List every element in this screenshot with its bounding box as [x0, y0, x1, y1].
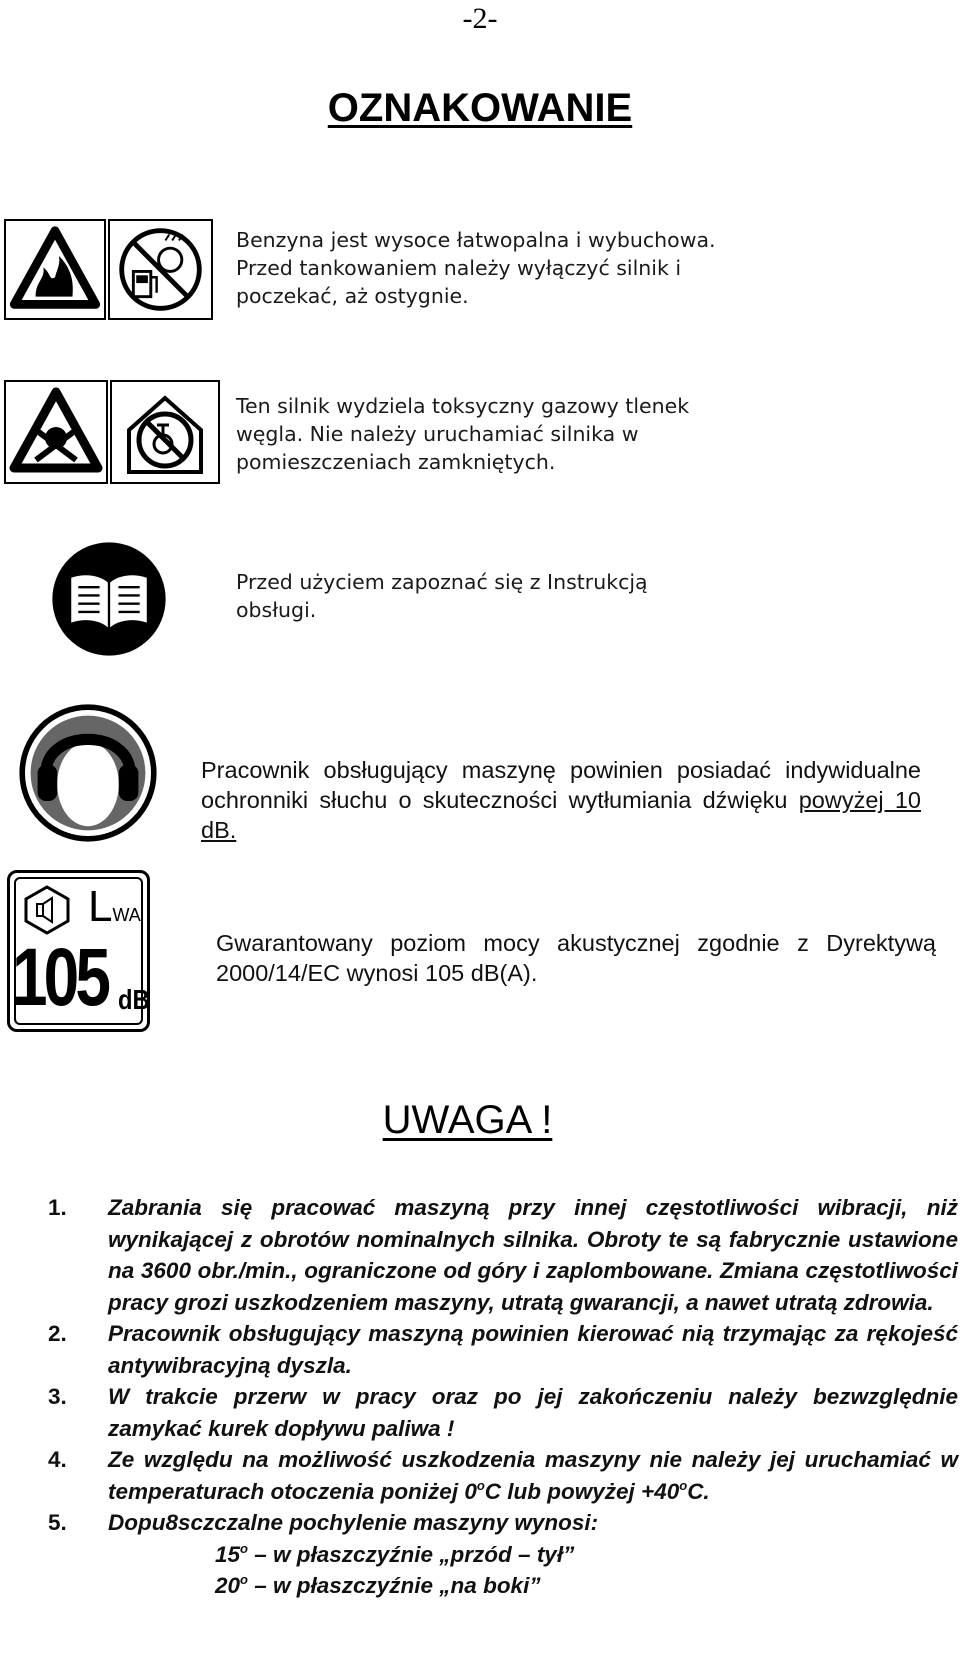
- tilt-line: [48, 1570, 958, 1602]
- noise-level-badge: [7, 870, 150, 1032]
- tilt-degree: 20: [215, 1573, 241, 1598]
- label-line: Przed tankowaniem należy wyłączyć silnik i: [236, 256, 682, 280]
- degree-sup: o: [476, 1477, 485, 1493]
- tilt-text: – w płaszczyźnie „przód – tył”: [247, 1541, 575, 1567]
- degree-sup: o: [679, 1477, 688, 1493]
- fuel-warning-text: [236, 226, 796, 310]
- label-line: pomieszczeniach zamkniętych.: [236, 450, 556, 474]
- no-indoor-operation-icon: [110, 380, 220, 484]
- label-line: Ten silnik wydziela toksyczny gazowy tlenek: [236, 394, 690, 418]
- list-text: W trakcie przerw w pracy oraz po jej zakończeniu należy bezwzględnie zamykać kurek dopływu paliwa !: [108, 1384, 958, 1441]
- list-number: 3.: [48, 1384, 67, 1409]
- list-text: Zabrania się pracować maszyną przy innej częstotliwości wibracji, niż wynikającej z obrotów nominalnych silnika. Obroty te są fabrycznie ustawione na 3600 obr./min., ograniczone od góry i zaplombowane. Zmiana częstotliwości pracy grozi uszkodzeniem maszyny, utratą gwarancji, a nawet utratą zdrowia.: [108, 1195, 958, 1315]
- hearing-text: Pracownik obsługujący maszynę powinien posiadać indywidualne ochronniki słuchu o skuteczności wytłumiania dźwięku: [201, 757, 921, 813]
- ear-protection-icon: [18, 702, 158, 844]
- temp-text-a: Ze względu na możliwość uszkodzenia maszyny nie należy jej uruchamiać w temperaturach otoczenia poniżej 0: [108, 1447, 958, 1504]
- label-line: Benzyna jest wysoce łatwopalna i wybuchowa.: [236, 228, 716, 252]
- warning-heading: UWAGA !: [382, 1098, 553, 1142]
- tilt-line: [48, 1539, 958, 1571]
- list-text: Pracownik obsługujący maszyną powinien kierować nią trzymając za rękojeść antywibracyjną dyszla.: [108, 1321, 958, 1378]
- list-number: 1.: [48, 1195, 67, 1220]
- list-item: [48, 1192, 958, 1318]
- sound-power-symbol: L: [88, 882, 113, 931]
- manual-text: [236, 568, 796, 624]
- label-line: Przed użyciem zapoznać się z Instrukcją: [236, 570, 648, 594]
- label-line: węgla. Nie należy uruchamiać silnika w: [236, 422, 639, 446]
- temp-text-c: C.: [687, 1478, 710, 1504]
- toxic-gas-warning-icon: [4, 380, 108, 484]
- tilt-degree: 15: [215, 1541, 241, 1567]
- page-number: -2-: [462, 2, 498, 35]
- degree-sup: o: [240, 1572, 248, 1587]
- list-item: [48, 1318, 958, 1381]
- label-line: obsługi.: [236, 598, 317, 622]
- noise-unit: dB: [118, 984, 150, 1015]
- list-text: [108, 1444, 958, 1507]
- read-manual-icon: [50, 540, 168, 658]
- hearing-text-underlined: powyżej 10 dB.: [201, 787, 921, 843]
- list-number: 2.: [48, 1321, 67, 1346]
- exhaust-warning-text: [236, 392, 796, 476]
- degree-sup: o: [240, 1540, 248, 1556]
- list-item: [48, 1507, 958, 1539]
- speaker-icon: [22, 885, 72, 935]
- tilt-text: – w płaszczyźnie „na boki”: [247, 1573, 541, 1598]
- list-number: 4.: [48, 1447, 67, 1472]
- warnings-list: [48, 1192, 958, 1602]
- list-item: [48, 1381, 958, 1444]
- no-refuel-hot-engine-icon: [108, 219, 213, 320]
- list-number: 5.: [48, 1510, 67, 1535]
- list-item: [48, 1444, 958, 1507]
- hearing-protection-text: [201, 755, 921, 845]
- sound-power-subscript: WA: [112, 905, 141, 925]
- flammable-warning-icon: [4, 219, 106, 320]
- page-title: OZNAKOWANIE: [327, 86, 633, 130]
- temp-text-b: C lub powyżej +40: [484, 1478, 680, 1504]
- label-line: poczekać, aż ostygnie.: [236, 284, 469, 308]
- noise-value: 105: [12, 932, 108, 1023]
- list-text: Dopu8sczczalne pochylenie maszyny wynosi:: [108, 1510, 599, 1535]
- noise-level-text: Gwarantowany poziom mocy akustycznej zgodnie z Dyrektywą 2000/14/EC wynosi 105 dB(A).: [216, 930, 936, 986]
